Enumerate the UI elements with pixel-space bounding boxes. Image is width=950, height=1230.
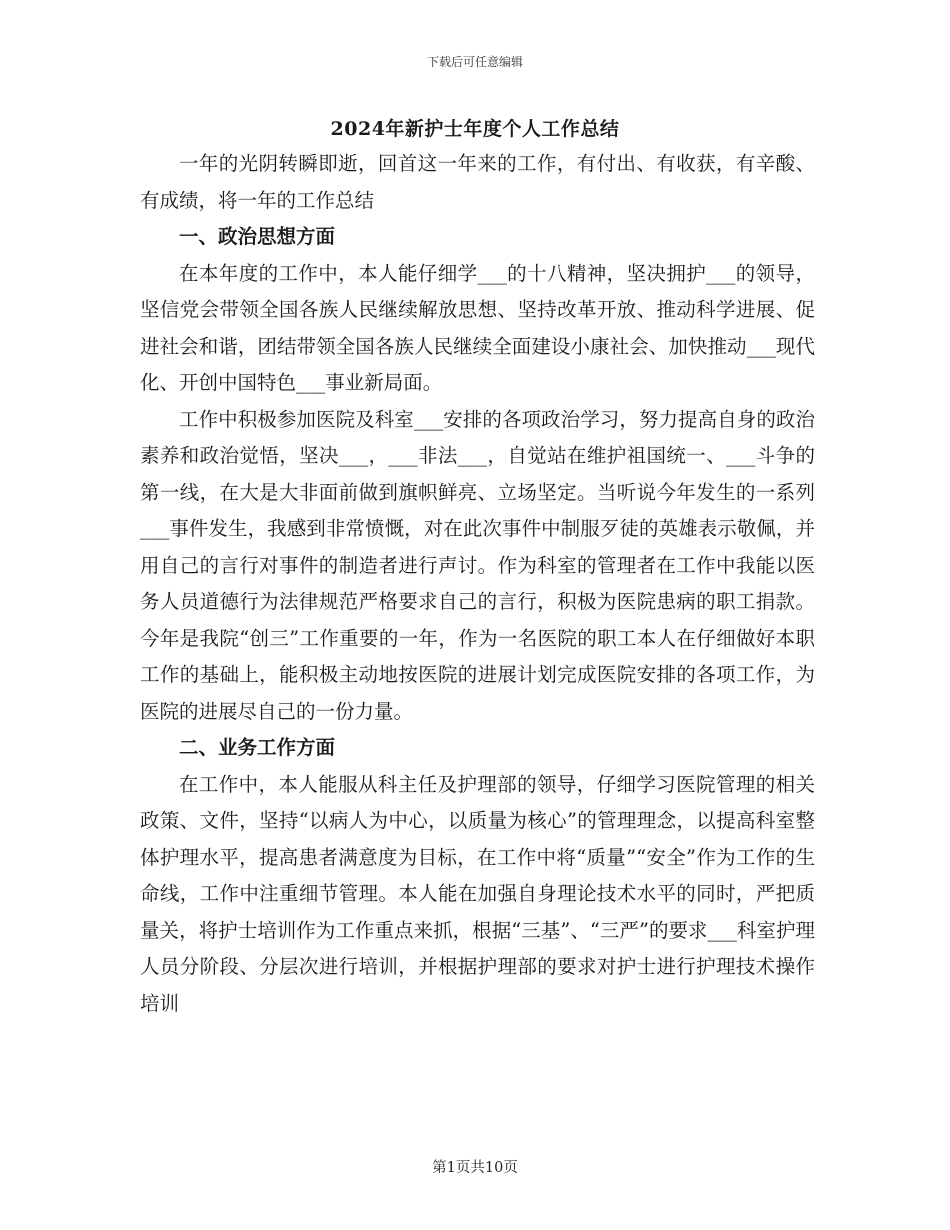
intro-paragraph: 一年的光阴转瞬即逝，回首这一年来的工作，有付出、有收获，有辛酸、有成绩，将一年的工作总结 bbox=[140, 152, 815, 212]
page-header-note: 下载后可任意编辑 bbox=[426, 55, 523, 69]
document-title: 2024年新护士年度个人工作总结 bbox=[330, 118, 620, 140]
page-number-footer: 第1页共10页 bbox=[432, 1160, 518, 1176]
body-paragraph: 在工作中，本人能服从科主任及护理部的领导，仔细学习医院管理的相关政策、文件，坚持“以病人为中心，以质量为核心”的管理理念，以提高科室整体护理水平，提高患者满意度为目标，在工作中将“质量”“安全”作为工作的生命线，工作中注重细节管理。本人能在加强自身理论技术水平的同时，严把质量关，将护士培训作为工作重点来抓，根据“三基”、“三严”的要求___科室护理人员分阶段、分层次进行培训，并根据护理部的要求对护士进行护理技术操作培训 bbox=[140, 772, 815, 1015]
section-heading-political: 一、政治思想方面 bbox=[179, 225, 336, 248]
body-paragraph: 在本年度的工作中，本人能仔细学___的十八精神，坚决拥护___的领导，坚信党会带领全国各族人民继续解放思想、坚持改革开放、推动科学进展、促进社会和谐，团结带领全国各族人民继续全面建设小康社会、加快推动___现代化、开创中国特色___事业新局面。 bbox=[140, 261, 815, 394]
document-body bbox=[140, 146, 815, 1022]
body-paragraph: 工作中积极参加医院及科室___安排的各项政治学习，努力提高自身的政治素养和政治觉悟，坚决___，___非法___，自觉站在维护祖国统一、___斗争的第一线，在大是大非面前做到旗帜鲜亮、立场坚定。当听说今年发生的一系列___事件发生，我感到非常愤慨，对在此次事件中制服歹徒的英雄表示敬佩，并用自己的言行对事件的制造者进行声讨。作为科室的管理者在工作中我能以医务人员道德行为法律规范严格要求自己的言行，积极为医院患病的职工捐款。今年是我院“创三”工作重要的一年，作为一名医院的职工本人在仔细做好本职工作的基础上，能积极主动地按医院的进展计划完成医院安排的各项工作，为医院的进展尽自己的一份力量。 bbox=[140, 407, 815, 723]
section-heading-business: 二、业务工作方面 bbox=[179, 736, 336, 759]
